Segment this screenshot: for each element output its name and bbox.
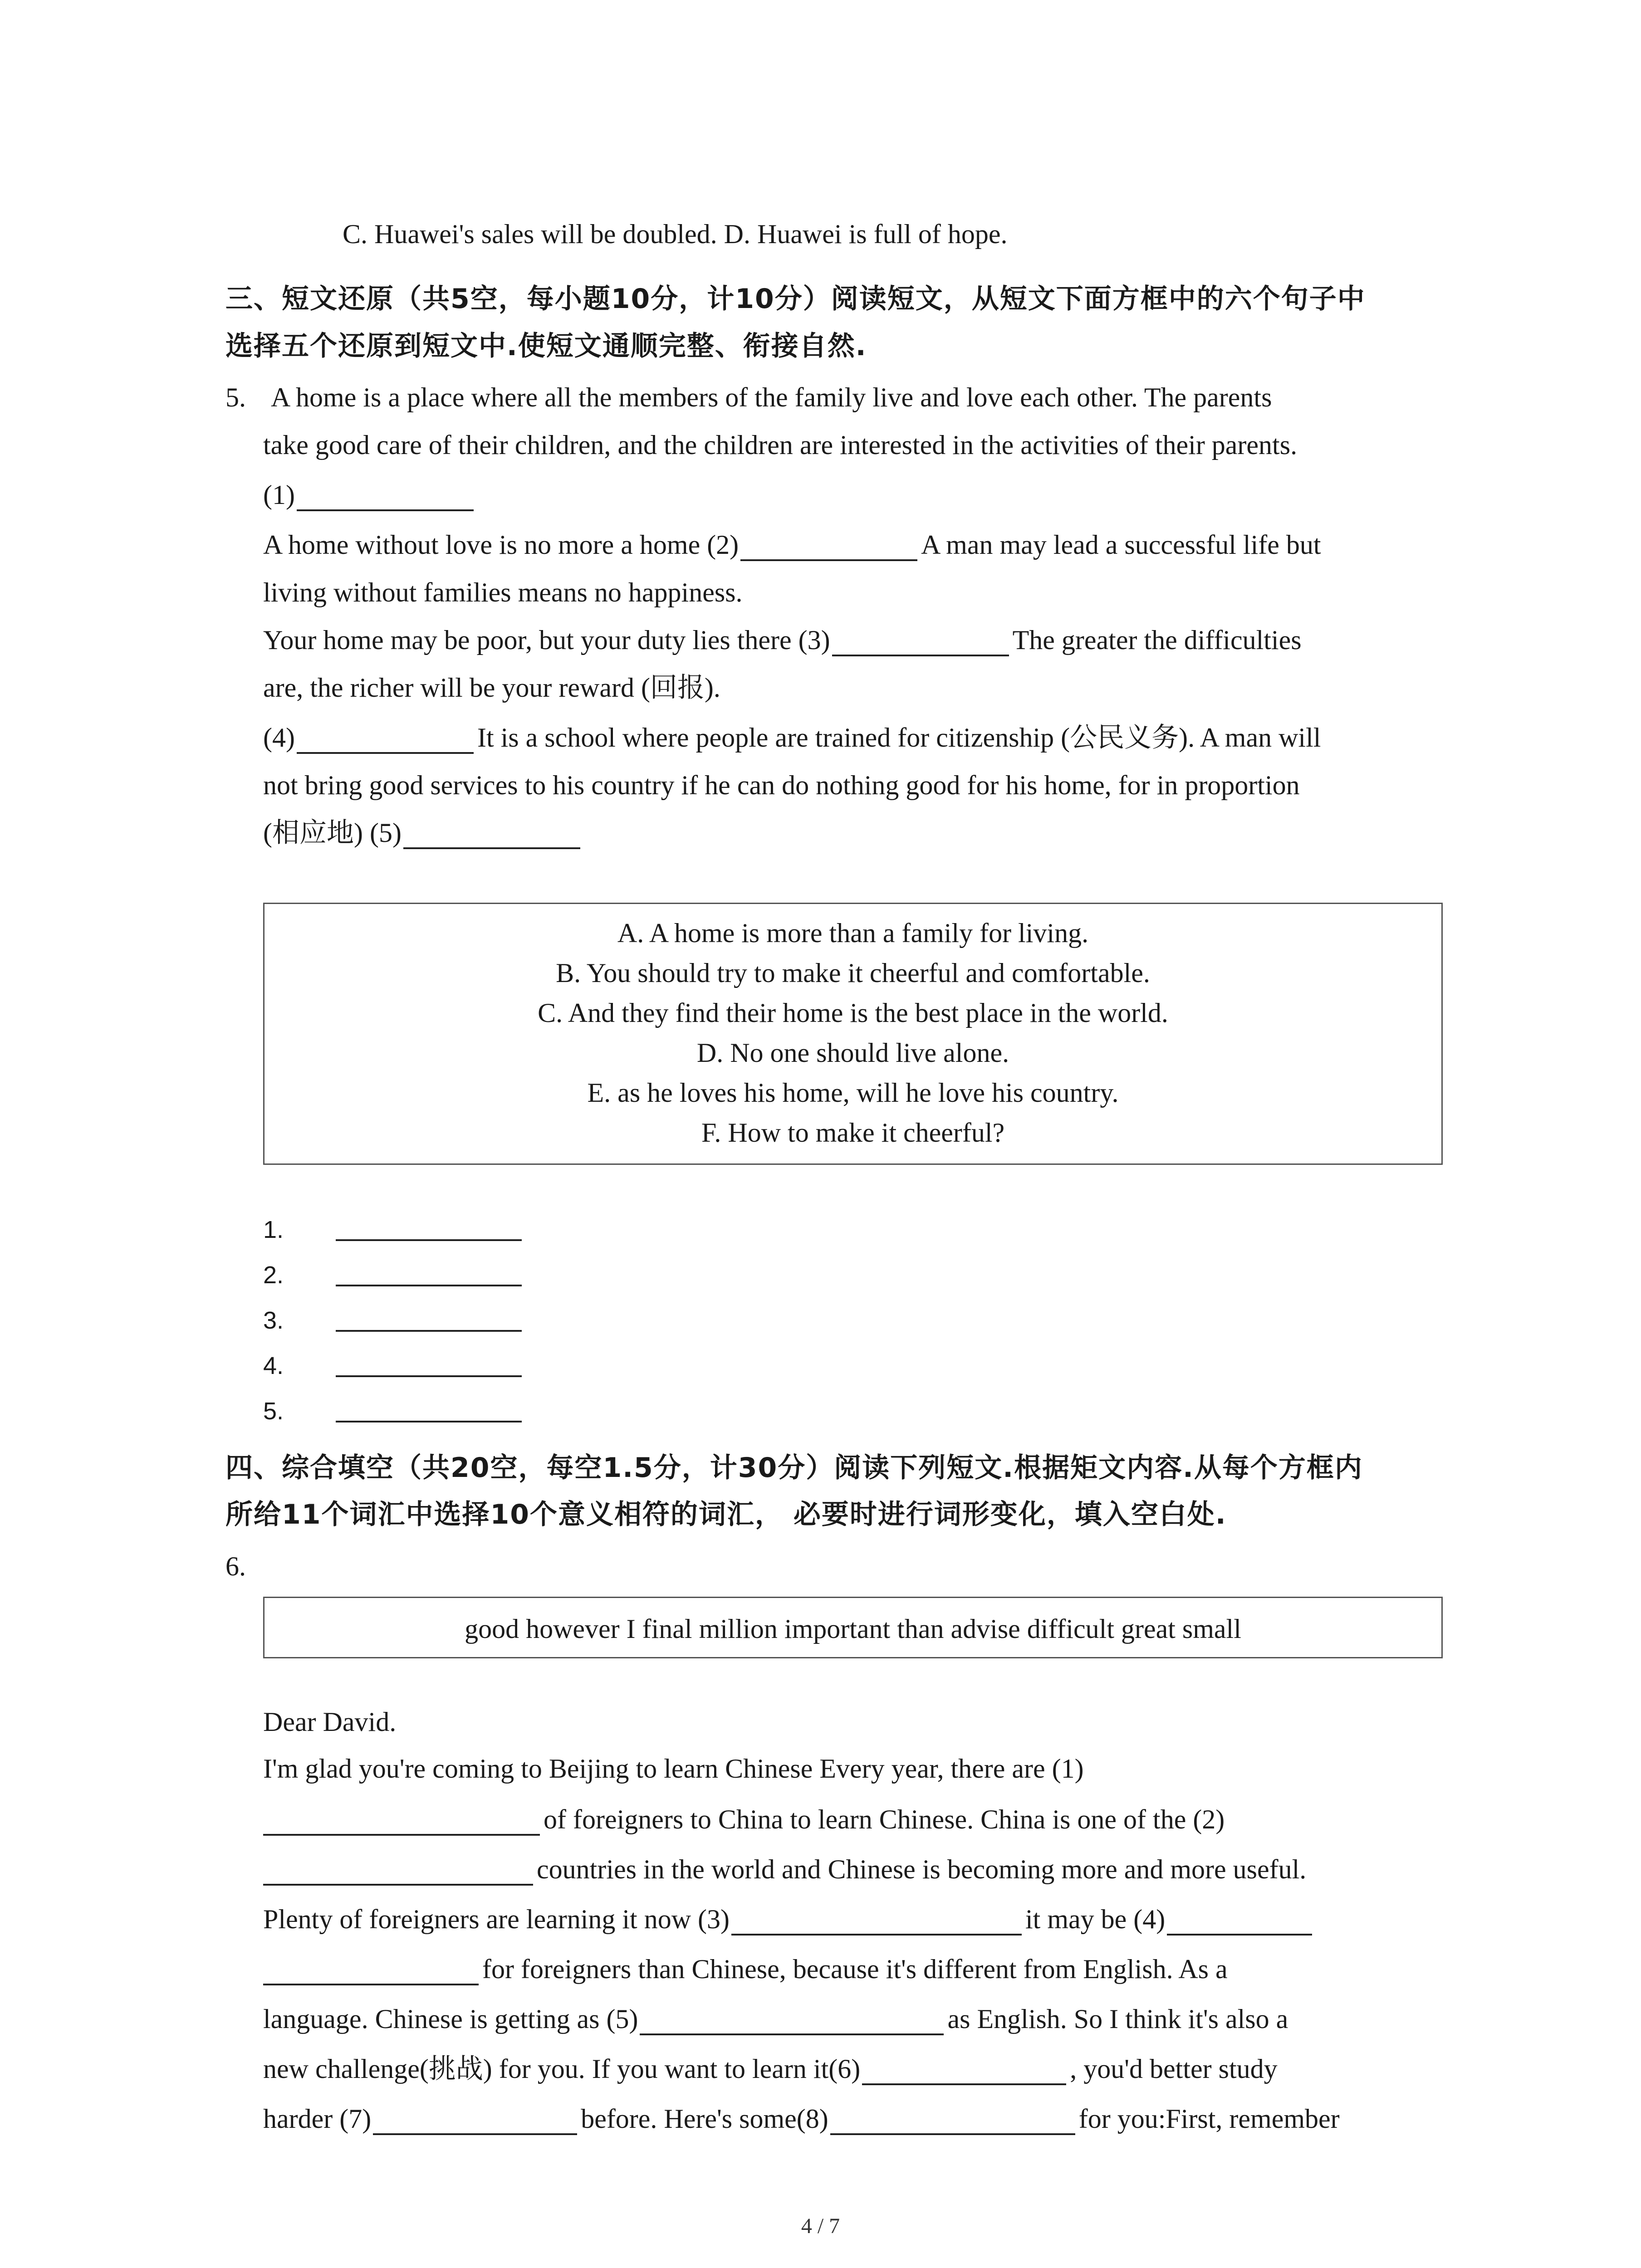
- q6-text-9c: for you:First, remember: [1078, 2104, 1340, 2134]
- answer-row-1: [263, 1216, 284, 1244]
- q6-text-7a: language. Chinese is getting as (5): [263, 2004, 638, 2034]
- q5-p3-text-b: The greater the difficulties: [1012, 625, 1302, 655]
- q6-line9: [263, 2102, 1340, 2135]
- answer-number: 3.: [263, 1307, 284, 1334]
- answer-row-3: [263, 1306, 284, 1334]
- q5-p4-text-b: It is a school where people are trained for citizenship (公民义务). A man will: [477, 723, 1321, 753]
- q5-blank-1-line: [263, 479, 477, 511]
- section4-heading-line2: 所给11个词汇中选择10个意义相符的词汇， 必要时进行词形变化，填入空白处.: [225, 1499, 1227, 1530]
- q5-p4-line3: [263, 816, 584, 849]
- q6-blank-4b[interactable]: [263, 1956, 479, 1985]
- section3-heading-line2: 选择五个还原到短文中.使短文通顺完整、衔接自然.: [225, 330, 867, 362]
- q5-options-box: [263, 903, 1443, 1165]
- q6-text-3: of foreigners to China to learn Chinese. China is one of the (2): [544, 1804, 1225, 1834]
- q6-text-7b: as English. So I think it's also a: [947, 2004, 1288, 2034]
- q6-line1: Dear David.: [263, 1707, 397, 1737]
- q6-line5: [263, 1903, 1316, 1936]
- q5-number: 5.: [225, 382, 246, 412]
- q5-option-d: D. No one should live alone.: [696, 1038, 1009, 1068]
- answer-blank[interactable]: [336, 1421, 522, 1422]
- q5-p4-text-a: (4): [263, 723, 295, 753]
- q6-text-9b: before. Here's some(8): [581, 2104, 828, 2134]
- q6-text-4: countries in the world and Chinese is becoming more and more useful.: [537, 1854, 1307, 1884]
- q5-p4-text-c: (相应地) (5): [263, 818, 402, 848]
- q6-line3: [263, 1803, 1225, 1836]
- q6-line4: [263, 1853, 1306, 1886]
- q6-blank-7[interactable]: [373, 2106, 577, 2135]
- section4-heading-line1: 四、综合填空（共20空，每空1.5分，计30分）阅读下列短文.根据矩文内容.从每个方框内: [225, 1452, 1363, 1484]
- q5-blank-3[interactable]: [832, 627, 1009, 656]
- q5-blank-2[interactable]: [740, 532, 917, 561]
- q6-text-9a: harder (7): [263, 2104, 372, 2134]
- answer-blank[interactable]: [336, 1239, 522, 1241]
- q6-line7: [263, 2003, 1288, 2035]
- answer-row-2: [263, 1261, 284, 1289]
- q6-line6: [263, 1953, 1228, 1985]
- q5-option-a: A. A home is more than a family for living.: [617, 918, 1089, 948]
- q6-number: 6.: [225, 1551, 246, 1581]
- q5-p2-line2: living without families means no happiness.: [263, 577, 743, 607]
- q6-blank-5[interactable]: [640, 2006, 944, 2035]
- answer-row-4: [263, 1352, 284, 1380]
- q6-word-box: [263, 1597, 1443, 1658]
- q6-blank-4a[interactable]: [1167, 1906, 1312, 1936]
- q5-blank-5[interactable]: [403, 820, 580, 849]
- q4-option-line: C. Huawei's sales will be doubled. D. Huawei is full of hope.: [343, 219, 1008, 249]
- q5-option-f: F. How to make it cheerful?: [701, 1118, 1005, 1148]
- q5-option-e: E. as he loves his home, will he love his country.: [587, 1078, 1119, 1108]
- q5-option-c: C. And they find their home is the best place in the world.: [538, 998, 1168, 1028]
- q5-p4-line2: not bring good services to his country if he can do nothing good for his home, for in proportion: [263, 770, 1300, 800]
- q5-p2-text-a: A home without love is no more a home (2): [263, 530, 739, 560]
- q5-p1-line2: take good care of their children, and the children are interested in the activities of their parents.: [263, 430, 1298, 460]
- q6-blank-8[interactable]: [830, 2106, 1075, 2135]
- answer-blank[interactable]: [336, 1375, 522, 1377]
- q5-p3-line2: are, the richer will be your reward (回报).: [263, 673, 720, 703]
- q6-text-5a: Plenty of foreigners are learning it now (3): [263, 1904, 730, 1934]
- answer-number: 5.: [263, 1398, 284, 1425]
- q6-text-5b: it may be (4): [1025, 1904, 1166, 1934]
- q6-blank-1[interactable]: [263, 1807, 540, 1836]
- q5-blank-4[interactable]: [297, 725, 474, 754]
- q5-answer-list: [263, 1216, 581, 1452]
- answer-number: 4.: [263, 1352, 284, 1379]
- q5-p3-text-a: Your home may be poor, but your duty lies there (3): [263, 625, 830, 655]
- q5-blank-1-label: (1): [263, 480, 295, 510]
- q6-text-6: for foreigners than Chinese, because it's different from English. As a: [482, 1954, 1228, 1984]
- q5-p2-line1: [263, 528, 1321, 561]
- q5-p1-line1: A home is a place where all the members of the family live and love each other. The parents: [271, 382, 1272, 412]
- q6-blank-6[interactable]: [862, 2056, 1066, 2085]
- q5-blank-1[interactable]: [297, 482, 474, 511]
- q5-option-b: B. You should try to make it cheerful and comfortable.: [556, 958, 1150, 988]
- q5-p3-line1: [263, 624, 1302, 656]
- q5-p4-line1: [263, 721, 1321, 754]
- q6-word-list: good however I final million important than advise difficult great small: [465, 1614, 1241, 1644]
- section3-heading-line1: 三、短文还原（共5空，每小题10分，计10分）阅读短文，从短文下面方框中的六个句子中: [225, 283, 1366, 315]
- q6-text-8a: new challenge(挑战) for you. If you want to learn it(6): [263, 2054, 861, 2084]
- answer-blank[interactable]: [336, 1285, 522, 1286]
- answer-blank[interactable]: [336, 1330, 522, 1332]
- q6-blank-2[interactable]: [263, 1857, 533, 1886]
- answer-row-5: [263, 1397, 284, 1425]
- answer-number: 2.: [263, 1261, 284, 1289]
- page-number: 4 / 7: [801, 2214, 840, 2238]
- q5-p2-text-b: A man may lead a successful life but: [921, 530, 1321, 560]
- q6-line2: I'm glad you're coming to Beijing to learn Chinese Every year, there are (1): [263, 1754, 1084, 1784]
- answer-number: 1.: [263, 1216, 284, 1243]
- q6-blank-3[interactable]: [731, 1906, 1022, 1936]
- q6-line8: [263, 2053, 1278, 2085]
- q6-text-8b: , you'd better study: [1070, 2054, 1278, 2084]
